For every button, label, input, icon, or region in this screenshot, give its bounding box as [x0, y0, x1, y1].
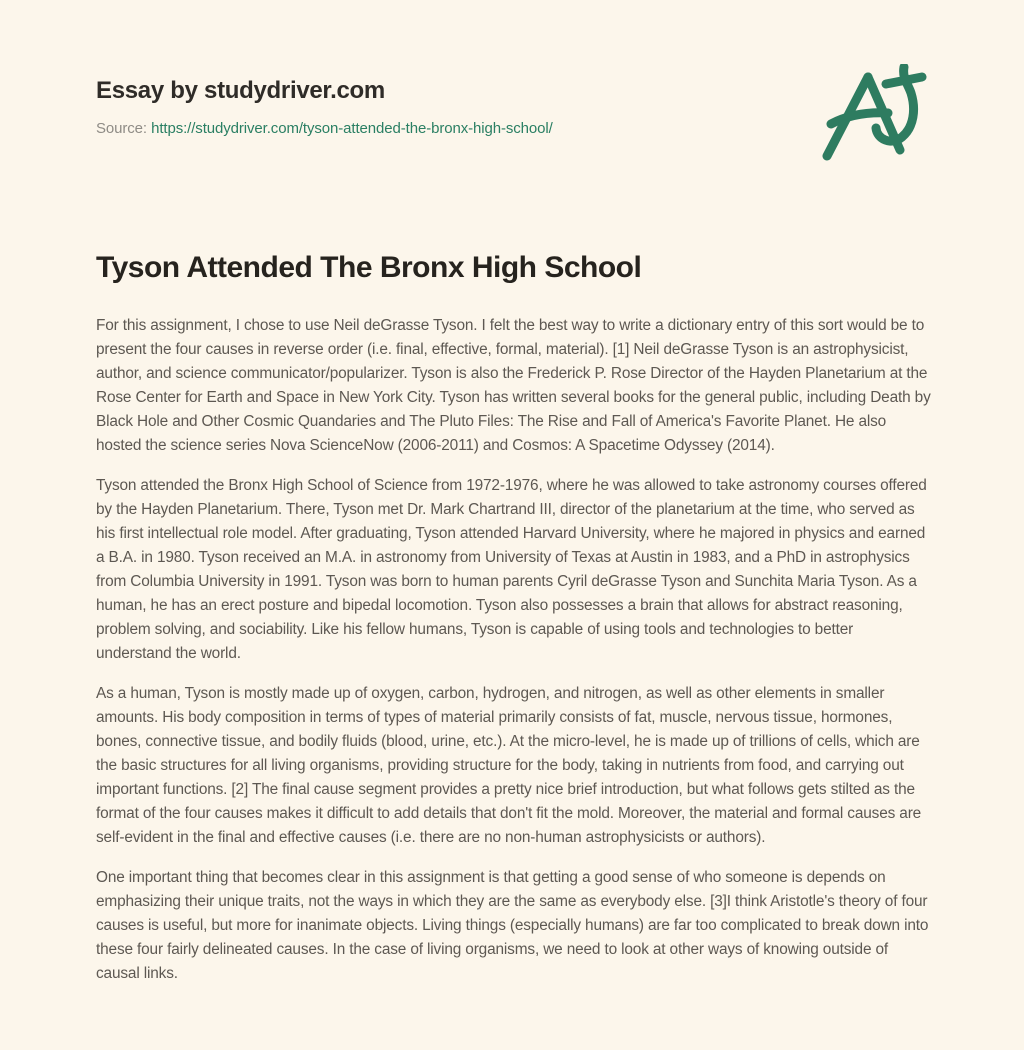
source-url-link[interactable]: https://studydriver.com/tyson-attended-the-bronx-high-school/: [151, 119, 553, 137]
essay-paragraph-4: One important thing that becomes clear in this assignment is that getting a good sense of who someone is depends on emphasizing their unique traits, not the ways in which they are the same as everybody else. [3]I think Aristotle's theory of four causes is useful, but more for inanimate objects. Living things (especially humans) are far too complicated to break down into these four fairly delineated causes. In the case of living organisms, we need to look at other ways of knowing outside of causal links.: [96, 869, 929, 983]
essay-paragraph-1: For this assignment, I chose to use Neil deGrasse Tyson. I felt the best way to write a dictionary entry of this sort would be to present the four causes in reverse order (i.e. final, effective, formal, material). [1] Neil deGrasse Tyson is an astrophysicist, author, and science communicator/popularizer. Tyson is also the Frederick P. Rose Director of the Hayden Planetarium at the Rose Center for Earth and Space in New York City. Tyson has written several books for the general public, including Death by Black Hole and Other Cosmic Quandaries and The Pluto Files: The Rise and Fall of America's Favorite Planet. He also hosted the science series Nova ScienceNow (2006-2011) and Cosmos: A Spacetime Odyssey (2014).: [96, 317, 931, 455]
source-line: [96, 120, 928, 139]
a-plus-logo-icon: [818, 64, 950, 166]
essay-title: Tyson Attended The Bronx High School: [96, 251, 642, 285]
essay-paragraph-2: Tyson attended the Bronx High School of Science from 1972-1976, where he was allowed to take astronomy courses offered by the Hayden Planetarium. There, Tyson met Dr. Mark Chartrand III, director of the planetarium at the time, who served as his first intellectual role model. After graduating, Tyson attended Harvard University, where he majored in physics and earned a B.A. in 1980. Tyson received an M.A. in astronomy from University of Texas at Austin in 1983, and a PhD in astrophysics from Columbia University in 1991. Tyson was born to human parents Cyril deGrasse Tyson and Sunchita Maria Tyson. As a human, he has an erect posture and bipedal locomotion. Tyson also possesses a brain that allows for abstract reasoning, problem solving, and sociability. Like his fellow humans, Tyson is capable of using tools and technologies to better understand the world.: [96, 477, 927, 663]
source-label: Source:: [96, 119, 147, 137]
essay-paragraph-3: As a human, Tyson is mostly made up of oxygen, carbon, hydrogen, and nitrogen, as well as other elements in smaller amounts. His body composition in terms of types of material primarily consists of fat, muscle, nervous tissue, hormones, bones, connective tissue, and bodily fluids (blood, urine, etc.). At the micro-level, he is made up of trillions of cells, which are the basic structures for all living organisms, providing structure for the body, taking in nutrients from food, and carrying out important functions. [2] The final cause segment provides a pretty nice brief introduction, but what follows gets stilted as the format of the four causes makes it difficult to add details that don't fit the mold. Moreover, the material and formal causes are self-evident in the final and effective causes (i.e. there are no non-human astrophysicists or authors).: [96, 685, 922, 847]
studydriver-logo: [818, 64, 950, 166]
site-header-title: Essay by studydriver.com: [96, 77, 385, 104]
essay-body: [96, 314, 931, 986]
